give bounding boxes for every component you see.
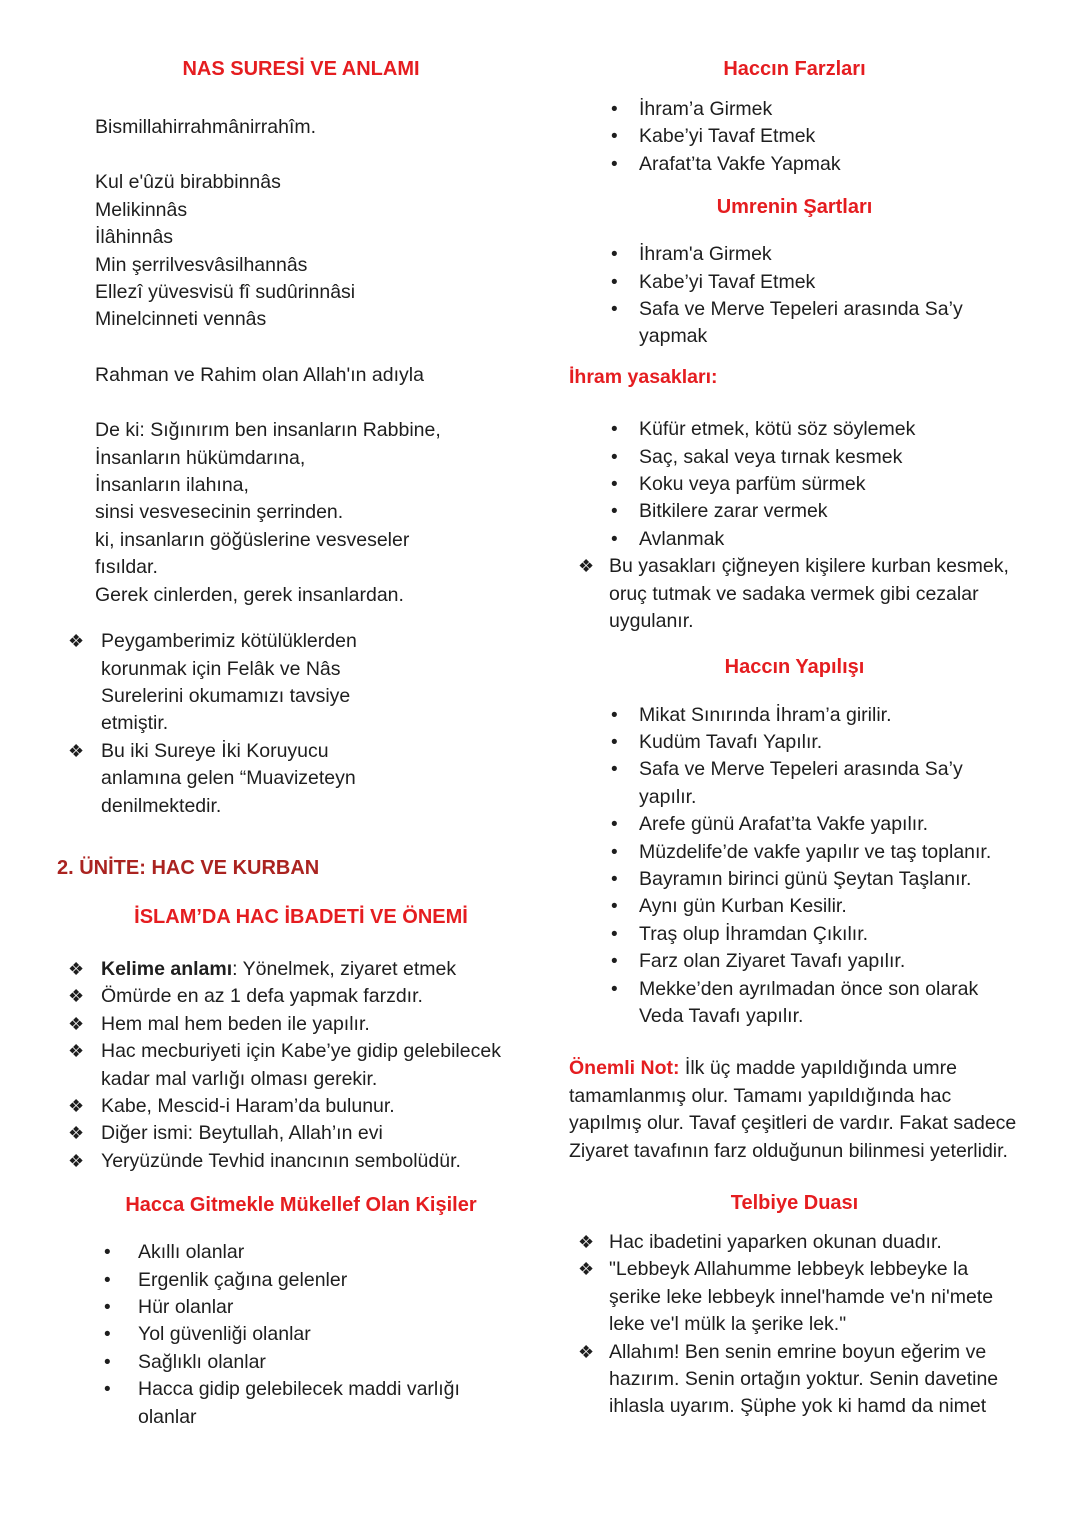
list-item: • Koku veya parfüm sürmek [611,471,1020,498]
list-item: ❖ Peygamberimiz kötülüklerden korunmak için Felâk ve Nâs Surelerini okumamızı tavsiye etmiştir. [68,630,357,735]
yapilis-list [611,702,1020,1031]
meaning-line: fısıldar. [95,556,158,579]
list-item: ❖ "Lebbeyk Allahumme lebbeyk lebbeyke la şerike leke lebbeyk innel'hamde ve'n ni'mete leke ve'l mülk la şerike lek." [578,1258,994,1336]
list-item: • Hür olanlar [104,1294,545,1321]
list-item: • Saç, sakal veya tırnak kesmek [611,444,1020,471]
diamond-bullet-icon: ❖ [68,1150,85,1171]
diamond-bullet-icon: ❖ [68,1013,85,1034]
diamond-bullet-icon: ❖ [578,1259,595,1280]
diamond-bullet-icon: ❖ [578,556,595,577]
hac-notes-list [68,956,545,1175]
list-item: ❖ Hem mal hem beden ile yapılır. [68,1011,545,1038]
heading-mukellef: Hacca Gitmekle Mükellef Olan Kişiler [125,1194,477,1217]
list-item: • Kabe’yi Tavaf Etmek [611,123,1020,150]
list-item: • Hacca gidip gelebilecek maddi varlığı olanlar [104,1378,460,1428]
diamond-bullet-icon: ❖ [578,1232,595,1252]
dot-bullet-icon: • [104,1242,111,1264]
list-item: ❖ Bu iki Sureye İki Koruyucu anlamına gelen “Muavizeteyn denilmektedir. [68,739,356,817]
list-item: • Farz olan Ziyaret Tavafı yapılır. [611,948,1020,975]
list-item: ❖ Allahım! Ben senin emrine boyun eğerim ve hazırım. Senin ortağın yoktur. Senin davetine ihlasla uyarım. Şüphe yok ki hamd da nimet [578,1340,999,1418]
important-note-label: Önemli Not: [569,1057,680,1080]
dot-bullet-icon: • [611,759,618,781]
list-item: ❖ Ömürde en az 1 defa yapmak farzdır. [68,983,545,1010]
translit-line: Minelcinneti vennâs [95,308,267,331]
heading-unit-2: 2. ÜNİTE: HAC VE KURBAN [57,856,320,879]
list-item: • Müzdelife’de vakfe yapılır ve taş toplanır. [611,839,1020,866]
sure-notes-list [68,628,545,820]
dot-bullet-icon: • [104,1297,111,1318]
dot-bullet-icon: • [611,841,618,863]
farz-list [611,96,1020,178]
dot-bullet-icon: • [611,951,618,973]
list-item: • Mekke’den ayrılmadan önce son olarak Veda Tavafı yapılır. [611,977,979,1027]
diamond-bullet-icon: ❖ [68,986,85,1007]
dot-bullet-icon: • [611,923,618,945]
translit-line: Melikinnâs [95,198,188,221]
besmele-line: Bismillahirrahmânirrahîm. [95,116,317,138]
list-item: ❖ Kelime anlamı: Yönelmek, ziyaret etmek [68,956,545,983]
dot-bullet-icon: • [611,299,618,321]
list-item: • Bitkilere zarar vermek [611,498,1020,525]
heading-telbiye-duasi: Telbiye Duası [730,1192,859,1214]
dot-bullet-icon: • [611,868,618,890]
list-item: • Arafat’ta Vakfe Yapmak [611,151,1020,178]
besmele-meaning: Rahman ve Rahim olan Allah'ın adıyla [95,363,424,386]
diamond-bullet-icon: ❖ [68,1095,85,1116]
list-item: ❖ Hac mecburiyeti için Kabe’ye gidip gelebilecek kadar mal varlığı olması gerekir. [68,1040,501,1090]
list-item: • Avlanmak [611,526,1020,553]
list-item: • Sağlıklı olanlar [104,1349,545,1376]
mukellef-list [104,1239,545,1431]
label-ihram-yasaklari: İhram yasakları: [569,365,718,388]
dot-bullet-icon: • [611,501,618,523]
list-item: ❖ Hac ibadetini yaparken okunan duadır. [578,1229,1020,1256]
diamond-bullet-icon: ❖ [578,1341,595,1362]
meaning-line: İnsanların ilahına, [95,474,249,497]
list-item: • Safa ve Merve Tepeleri arasında Sa’y yapmak [611,298,963,348]
list-item: • Safa ve Merve Tepeleri arasında Sa’y yapılır. [611,758,963,808]
dot-bullet-icon: • [611,271,618,293]
list-item: • Akıllı olanlar [104,1239,545,1266]
yasak-list [611,416,1020,553]
dot-bullet-icon: • [611,814,618,836]
meaning-line: ki, insanların göğüslerine vesveseler [95,528,410,551]
list-item: • Arefe günü Arafat’ta Vakfe yapılır. [611,811,1020,838]
diamond-bullet-icon: ❖ [68,740,85,761]
heading-haccin-yapilisi: Haccın Yapılışı [724,655,865,678]
dot-bullet-icon: • [611,978,618,1000]
yasak-note-list [578,553,1020,635]
translit-line: Ellezî yüvesvisü fî sudûrinnâsi [95,281,356,304]
dot-bullet-icon: • [104,1269,111,1291]
dot-bullet-icon: • [611,731,618,753]
dot-bullet-icon: • [611,896,618,918]
heading-umrenin-sartlari: Umrenin Şartları [716,196,873,219]
dot-bullet-icon: • [104,1379,111,1401]
list-item: • Aynı gün Kurban Kesilir. [611,893,1020,920]
list-item: • Kudüm Tavafı Yapılır. [611,729,1020,756]
heading-islamda-hac: İSLAM’DA HAC İBADETİ VE ÖNEMİ [134,905,468,928]
list-item: • Kabe’yi Tavaf Etmek [611,269,1020,296]
translit-line: Min şerrilvesvâsilhannâs [95,253,308,276]
list-item: • Yol güvenliği olanlar [104,1321,545,1348]
translit-line: İlâhinnâs [95,226,174,249]
list-item: • Bayramın birinci günü Şeytan Taşlanır. [611,866,1020,893]
dot-bullet-icon: • [611,528,618,550]
dot-bullet-icon: • [104,1351,111,1373]
list-item: • Traş olup İhramdan Çıkılır. [611,921,1020,948]
dot-bullet-icon: • [611,244,618,266]
heading-nas-suresi: NAS SURESİ VE ANLAMI [182,58,420,80]
meaning-line: De ki: Sığınırım ben insanların Rabbine, [95,419,441,442]
dot-bullet-icon: • [611,99,618,120]
list-item: ❖ Kabe, Mescid-i Haram’da bulunur. [68,1093,545,1120]
list-item: • İhram’a Girmek [611,96,1020,123]
list-item: • Mikat Sınırında İhram’a girilir. [611,702,1020,729]
dot-bullet-icon: • [611,704,618,726]
meaning-line: Gerek cinlerden, gerek insanlardan. [95,583,404,606]
dot-bullet-icon: • [611,446,618,468]
list-item: ❖ Bu yasakları çiğneyen kişilere kurban kesmek, oruç tutmak ve sadaka vermek gibi cezalar uygulanır. [578,555,1009,633]
right-column [569,56,1020,1497]
left-column [57,56,545,1497]
transliteration-lines [57,169,545,333]
dot-bullet-icon: • [611,153,618,175]
dot-bullet-icon: • [611,419,618,441]
list-item: ❖ Diğer ismi: Beytullah, Allah’ın evi [68,1120,545,1147]
diamond-bullet-icon: ❖ [68,1041,85,1062]
important-note [569,1055,1020,1165]
list-item: • Küfür etmek, kötü söz söylemek [611,416,1020,443]
dot-bullet-icon: • [611,126,618,148]
diamond-bullet-icon: ❖ [68,1123,85,1144]
diamond-bullet-icon: ❖ [68,958,85,979]
list-item: ❖ Yeryüzünde Tevhid inancının sembolüdür. [68,1148,545,1175]
dot-bullet-icon: • [104,1324,111,1346]
diamond-bullet-icon: ❖ [68,631,85,652]
translit-line: Kul e'ûzü birabbinnâs [95,171,281,194]
meaning-line: İnsanların hükümdarına, [95,446,306,469]
telbiye-list [578,1229,1020,1421]
important-note-text: İlk üç madde yapıldığında umre tamamlanmış olur. Tamamı yapıldığında hac yapılmış olur. Tavaf çeşitleri de vardır. Fakat sadece Ziyaret tavafının farz olduğunun bilinmesi yeterlidir. [569,1057,1017,1162]
heading-haccin-farzlari: Haccın Farzları [723,58,866,80]
list-item: • Ergenlik çağına gelenler [104,1267,545,1294]
dot-bullet-icon: • [611,474,618,496]
meaning-lines [57,417,545,609]
umre-list [611,241,1020,351]
list-item: • İhram'a Girmek [611,241,1020,268]
meaning-line: sinsi vesvesecinin şerrinden. [95,501,344,524]
